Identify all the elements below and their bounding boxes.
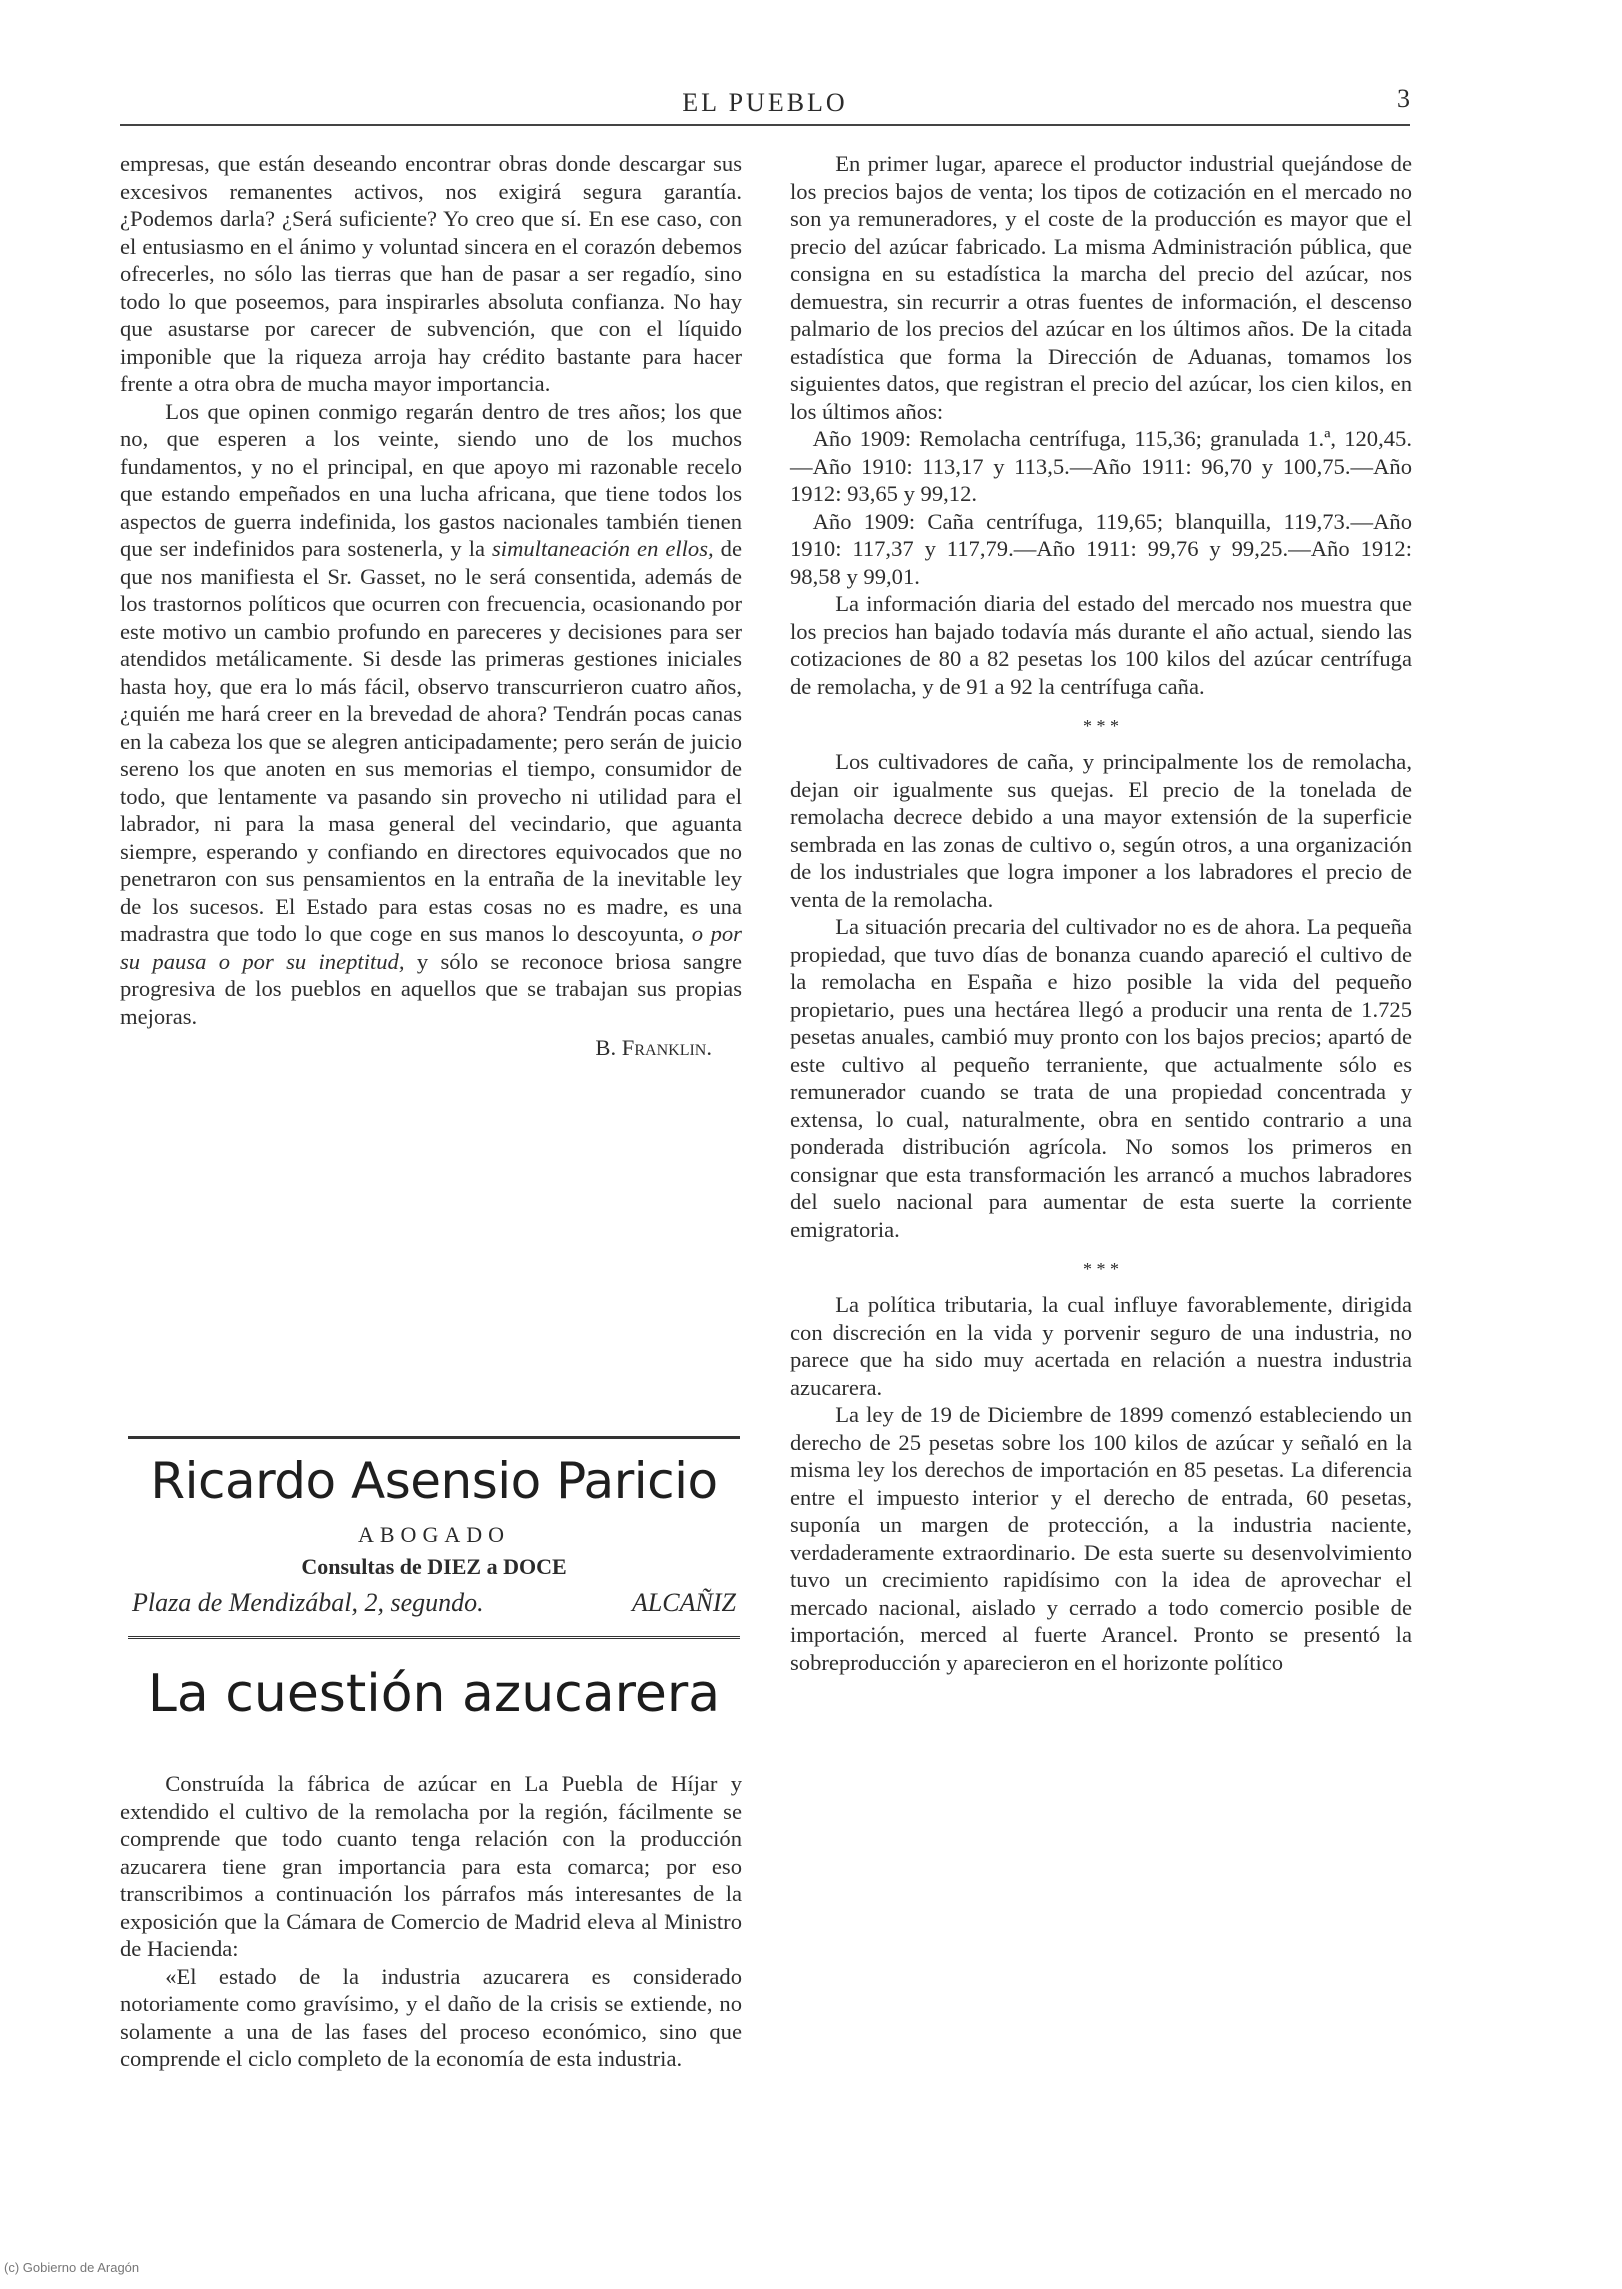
paragraph: La información diaria del estado del mercado nos muestra que los precios han bajado todavía más durante el año actual, siendo las cotizaciones de 80 a 82 pesetas los 100 kilos del azúcar centrífuga de remolacha, y de 91 a 92 la centrífuga caña. [790, 591, 1412, 699]
italic-phrase: simultaneación en ellos, [492, 536, 714, 561]
italic-phrase: o por su pausa o por su ineptitud, [120, 921, 742, 974]
paragraph: empresas, que están deseando encontrar obras donde descargar sus excesivos remanentes activos, nos exigirá segura garantía. ¿Podemos darla? ¿Será suficiente? Yo creo que sí. En ese caso, con el entusiasmo en el ánimo y voluntad sincera en el corazón debemos ofrecerles, no sólo las tierras que han de pasar a ser regadío, sino todo lo que poseemos, para inspirarles absoluta confianza. No hay que asustarse por carecer de subvención, que con el líquido imponible que la riqueza arroja hay crédito bastante para hacer frente a otra obra de mucha mayor importancia. [120, 151, 742, 396]
text-run: y sólo se reconoce briosa sangre progresiva de los pueblos en aquellos que se trabajan sus propias mejoras. [120, 948, 743, 1029]
paragraph: En primer lugar, aparece el productor industrial quejándose de los precios bajos de venta; los tipos de cotización en el mercado no son ya remuneradores, y el coste de la producción es mayor que el precio del azúcar fabricado. La misma Administración pública, que consigna en su estadística la marcha del precio del azúcar, nos demuestra, sin recurrir a otras fuentes de información, el descenso palmario de los precios del azúcar en los últimos años. De la citada estadística que forma la Dirección de Aduanas, tomamos los siguientes datos, que registran el precio del azúcar, los cien kilos, en los últimos años: [790, 151, 1412, 424]
section-separator: * * * [1083, 716, 1119, 736]
lawyer-advertisement [128, 1436, 740, 1646]
page-header [120, 78, 1410, 128]
text-run: Los que opinen conmigo regarán dentro de tres años; los que no, que esperen a los veinte, siendo uno de los muchos fundamentos, y no el principal, en que apoyo mi razonable recelo que estando empeñados en una lucha africana, que tiene todos los aspectos de guerra indefinida, los gastos nacionales también tienen que ser indefinidos para sostenerla, y la [120, 398, 742, 561]
ad-address: Plaza de Mendizábal, 2, segundo. [132, 1588, 484, 1617]
ad-city: ALCAÑIZ [631, 1588, 736, 1617]
article-headline: La cuestión azucarera [147, 1664, 721, 1724]
paragraph: «El estado de la industria azucarera es considerado notoriamente como gravísimo, y el daño de la crisis se extiende, no solamente a una de las fases del proceso económico, sino que comprende el ciclo completo de la economía de esta industria. [120, 1963, 742, 2071]
price-data-paragraph: Año 1909: Remolacha centrífuga, 115,36; granulada 1.ª, 120,45.—Año 1910: 113,17 y 113,5.—Año 1911: 96,70 y 100,75.—Año 1912: 93,65 y 99,12. [790, 426, 1412, 506]
author-signature: B. Franklin. [595, 1035, 712, 1060]
paragraph [120, 398, 742, 1031]
ad-hours: Consultas de DIEZ a DOCE [301, 1554, 567, 1579]
header-rule [120, 124, 1410, 126]
paragraph: Los cultivadores de caña, y principalmente los de remolacha, dejan oir igualmente sus quejas. El precio de la tonelada de remolacha decrece debido a una mayor extensión de la superficie sembrada en las zonas de cultivo o, según otros, a una organización de los industriales que logra imponer a los labradores el precio de venta de la remolacha. [790, 749, 1412, 912]
article-right-column [790, 150, 1412, 1676]
ad-name: Ricardo Asensio Paricio [150, 1452, 718, 1510]
copyright-credit: (c) Gobierno de Aragón [4, 2260, 140, 2275]
left-column-continued-article [120, 150, 742, 1062]
price-data-paragraph: Año 1909: Caña centrífuga, 119,65; blanquilla, 119,73.—Año 1910: 117,37 y 117,79.—Año 1911: 99,76 y 99,25.—Año 1912: 98,58 y 99,01. [790, 508, 1412, 589]
section-separator: * * * [1083, 1259, 1119, 1279]
page-number: 3 [1397, 84, 1410, 113]
ad-top-rule [128, 1436, 740, 1439]
ad-profession: ABOGADO [358, 1522, 510, 1547]
paragraph: La política tributaria, la cual influye favorablemente, dirigida con discreción en la vida y porvenir seguro de una industria, no parece que ha sido muy acertada en relación a nuestra industria azucarera. [790, 1292, 1412, 1400]
text-run: de que nos manifiesta el Sr. Gasset, no le será consentida, además de los trastornos políticos que ocurren con frecuencia, ocasionando por este motivo un cambio profundo en pareceres y decisiones para ser atendidos metálicamente. Si desde las primeras gestiones iniciales hasta hoy, que era lo más fácil, observo transcurrieron cuatro años, ¿quién me hará creer en la brevedad de ahora? Tendrán pocas canas en la cabeza los que se alegren anticipadamente; pero serán de juicio sereno los que anoten en sus memorias el tiempo, consumidor de todo, que lentamente va pasando sin provecho ni utilidad para el labrador, ni para la masa general del vecindario, que aguanta siempre, esperando y confiando en directores equivocados que no penetraron con sus pensamientos en la entraña de la inevitable ley de los sucesos. El Estado para estas cosas no es madre, es una madrastra que todo lo que coge en sus manos lo descoyunta, [120, 536, 742, 946]
ad-bottom-rule [128, 1636, 740, 1639]
paragraph: La ley de 19 de Diciembre de 1899 comenzó estableciendo un derecho de 25 pesetas sobre los 100 kilos de azúcar y señaló en la misma ley los derechos de importación en 85 pesetas. La diferencia entre el impuesto interior y el derecho de entrada, 60 pesetas, suponía un margen de protección, a la industria naciente, verdaderamente extraordinario. De esta suerte su desenvolvimiento tuvo un crecimiento rapidísimo con la idea de aprovechar el mercado nacional, aislado y cerrado a todo comercio posible de importación, merced al fuerte Arancel. Pronto se presentó la sobreproducción y aparecieron en el horizonte político [790, 1402, 1412, 1675]
article-left-column [120, 1770, 742, 2073]
paragraph: Construída la fábrica de azúcar en La Puebla de Híjar y extendido el cultivo de la remolacha por la región, fácilmente se comprende que todo cuanto tenga relación con la producción azucarera tiene gran importancia para esta comarca; por eso transcribimos a continuación los párrafos más interesantes de la exposición que la Cámara de Comercio de Madrid eleva al Ministro de Hacienda: [120, 1771, 742, 1961]
paragraph: La situación precaria del cultivador no es de ahora. La pequeña propiedad, que tuvo días de bonanza cuando apareció el cultivo de la remolacha en España e hizo posible la vida del pequeño propietario, pues una hectárea llegó a producir una renta de 1.725 pesetas anuales, cambió muy pronto con los bajos precios; apartó de este cultivo al pequeño terraniente, que actualmente sólo es remunerador cuando se trata de una propiedad concentrada y extensa, lo cual, naturalmente, obra en sentido contrario a una ponderada distribución agrícola. No somos los primeros en consignar que esta transformación les arrancó a muchos labradores del suelo nacional para aumentar de esta suerte la corriente emigratoria. [790, 914, 1412, 1242]
newspaper-title: EL PUEBLO [682, 88, 848, 117]
